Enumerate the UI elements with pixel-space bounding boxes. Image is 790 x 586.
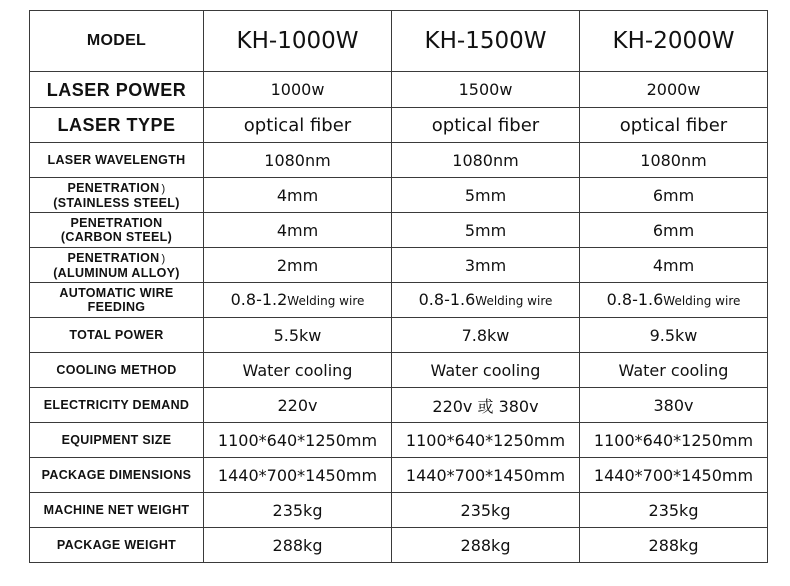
row-label-line1: PENETRATION xyxy=(70,216,163,230)
wire-range: 0.8-1.6 xyxy=(418,290,476,309)
cell-value: 220v 或 380v xyxy=(392,388,580,423)
row-label: LASER POWER xyxy=(30,72,204,108)
cell-value: 1100*640*1250mm xyxy=(392,423,580,458)
cell-value: optical fiber xyxy=(392,108,580,143)
row-label-line1: AUTOMATIC WIRE xyxy=(59,286,174,300)
cell-value: 5mm xyxy=(392,213,580,248)
model-name: KH-1500W xyxy=(392,11,580,72)
cell-value: 235kg xyxy=(580,493,768,528)
table-row xyxy=(30,353,768,388)
table-row xyxy=(30,528,768,563)
table-row xyxy=(30,423,768,458)
cell-value: 2000w xyxy=(580,72,768,108)
cell-value: 1080nm xyxy=(204,143,392,178)
row-label: ELECTRICITY DEMAND xyxy=(30,388,204,423)
table-row xyxy=(30,108,768,143)
row-label: PACKAGE WEIGHT xyxy=(30,528,204,563)
cell-value: 6mm xyxy=(580,178,768,213)
row-label xyxy=(30,248,204,283)
cell-value: optical fiber xyxy=(580,108,768,143)
table-row xyxy=(30,318,768,353)
cell-value: 4mm xyxy=(204,178,392,213)
row-label: TOTAL POWER xyxy=(30,318,204,353)
row-label: MACHINE NET WEIGHT xyxy=(30,493,204,528)
cell-value: Water cooling xyxy=(580,353,768,388)
table-row xyxy=(30,458,768,493)
table-row xyxy=(30,493,768,528)
model-name: KH-2000W xyxy=(580,11,768,72)
row-label-line1: PENETRATION xyxy=(67,250,160,265)
cell-value: 4mm xyxy=(204,213,392,248)
cell-value: 9.5kw xyxy=(580,318,768,353)
cell-value: 5.5kw xyxy=(204,318,392,353)
row-label xyxy=(30,213,204,248)
table-row xyxy=(30,388,768,423)
row-label-line2: (STAINLESS STEEL) xyxy=(53,195,180,210)
table-row xyxy=(30,143,768,178)
row-label: PACKAGE DIMENSIONS xyxy=(30,458,204,493)
table-row xyxy=(30,213,768,248)
row-label-line2: (ALUMINUM ALLOY) xyxy=(53,265,180,280)
cell-value: 220v xyxy=(204,388,392,423)
row-label xyxy=(30,283,204,318)
row-label-line2: FEEDING xyxy=(87,300,146,314)
cell-value: 3mm xyxy=(392,248,580,283)
cell-value xyxy=(204,283,392,318)
wire-note: Welding wire xyxy=(475,294,553,308)
wire-note: Welding wire xyxy=(663,294,741,308)
table-row xyxy=(30,178,768,213)
model-header-label: MODEL xyxy=(30,11,204,72)
cell-value: 1440*700*1450mm xyxy=(392,458,580,493)
cell-value: 6mm xyxy=(580,213,768,248)
cell-value: Water cooling xyxy=(204,353,392,388)
table-row xyxy=(30,283,768,318)
cell-value: 1440*700*1450mm xyxy=(204,458,392,493)
wire-range: 0.8-1.2 xyxy=(230,290,288,309)
cell-value: 5mm xyxy=(392,178,580,213)
cell-value: 380v xyxy=(580,388,768,423)
row-label: EQUIPMENT SIZE xyxy=(30,423,204,458)
row-label-paren: ) xyxy=(161,182,166,195)
row-label-paren: ) xyxy=(161,252,166,265)
cell-value: 288kg xyxy=(580,528,768,563)
cell-value: 4mm xyxy=(580,248,768,283)
row-label: LASER TYPE xyxy=(30,108,204,143)
cell-value: 1080nm xyxy=(392,143,580,178)
wire-note: Welding wire xyxy=(287,294,365,308)
row-label-line1: PENETRATION xyxy=(67,180,160,195)
wire-range: 0.8-1.6 xyxy=(606,290,664,309)
cell-value: optical fiber xyxy=(204,108,392,143)
cell-value: 1100*640*1250mm xyxy=(204,423,392,458)
model-name: KH-1000W xyxy=(204,11,392,72)
spec-table xyxy=(29,10,768,563)
table-row xyxy=(30,72,768,108)
cell-value xyxy=(580,283,768,318)
row-label-line2: (CARBON STEEL) xyxy=(60,230,173,244)
row-label xyxy=(30,178,204,213)
row-label: COOLING METHOD xyxy=(30,353,204,388)
cell-value: 2mm xyxy=(204,248,392,283)
cell-value: 1000w xyxy=(204,72,392,108)
cell-value: 1080nm xyxy=(580,143,768,178)
table-row xyxy=(30,248,768,283)
header-row xyxy=(30,11,768,72)
cell-value: 235kg xyxy=(204,493,392,528)
cell-value: Water cooling xyxy=(392,353,580,388)
cell-value xyxy=(392,283,580,318)
row-label: LASER WAVELENGTH xyxy=(30,143,204,178)
cell-value: 7.8kw xyxy=(392,318,580,353)
cell-value: 288kg xyxy=(204,528,392,563)
cell-value: 1440*700*1450mm xyxy=(580,458,768,493)
cell-value: 288kg xyxy=(392,528,580,563)
cell-value: 1100*640*1250mm xyxy=(580,423,768,458)
cell-value: 1500w xyxy=(392,72,580,108)
cell-value: 235kg xyxy=(392,493,580,528)
